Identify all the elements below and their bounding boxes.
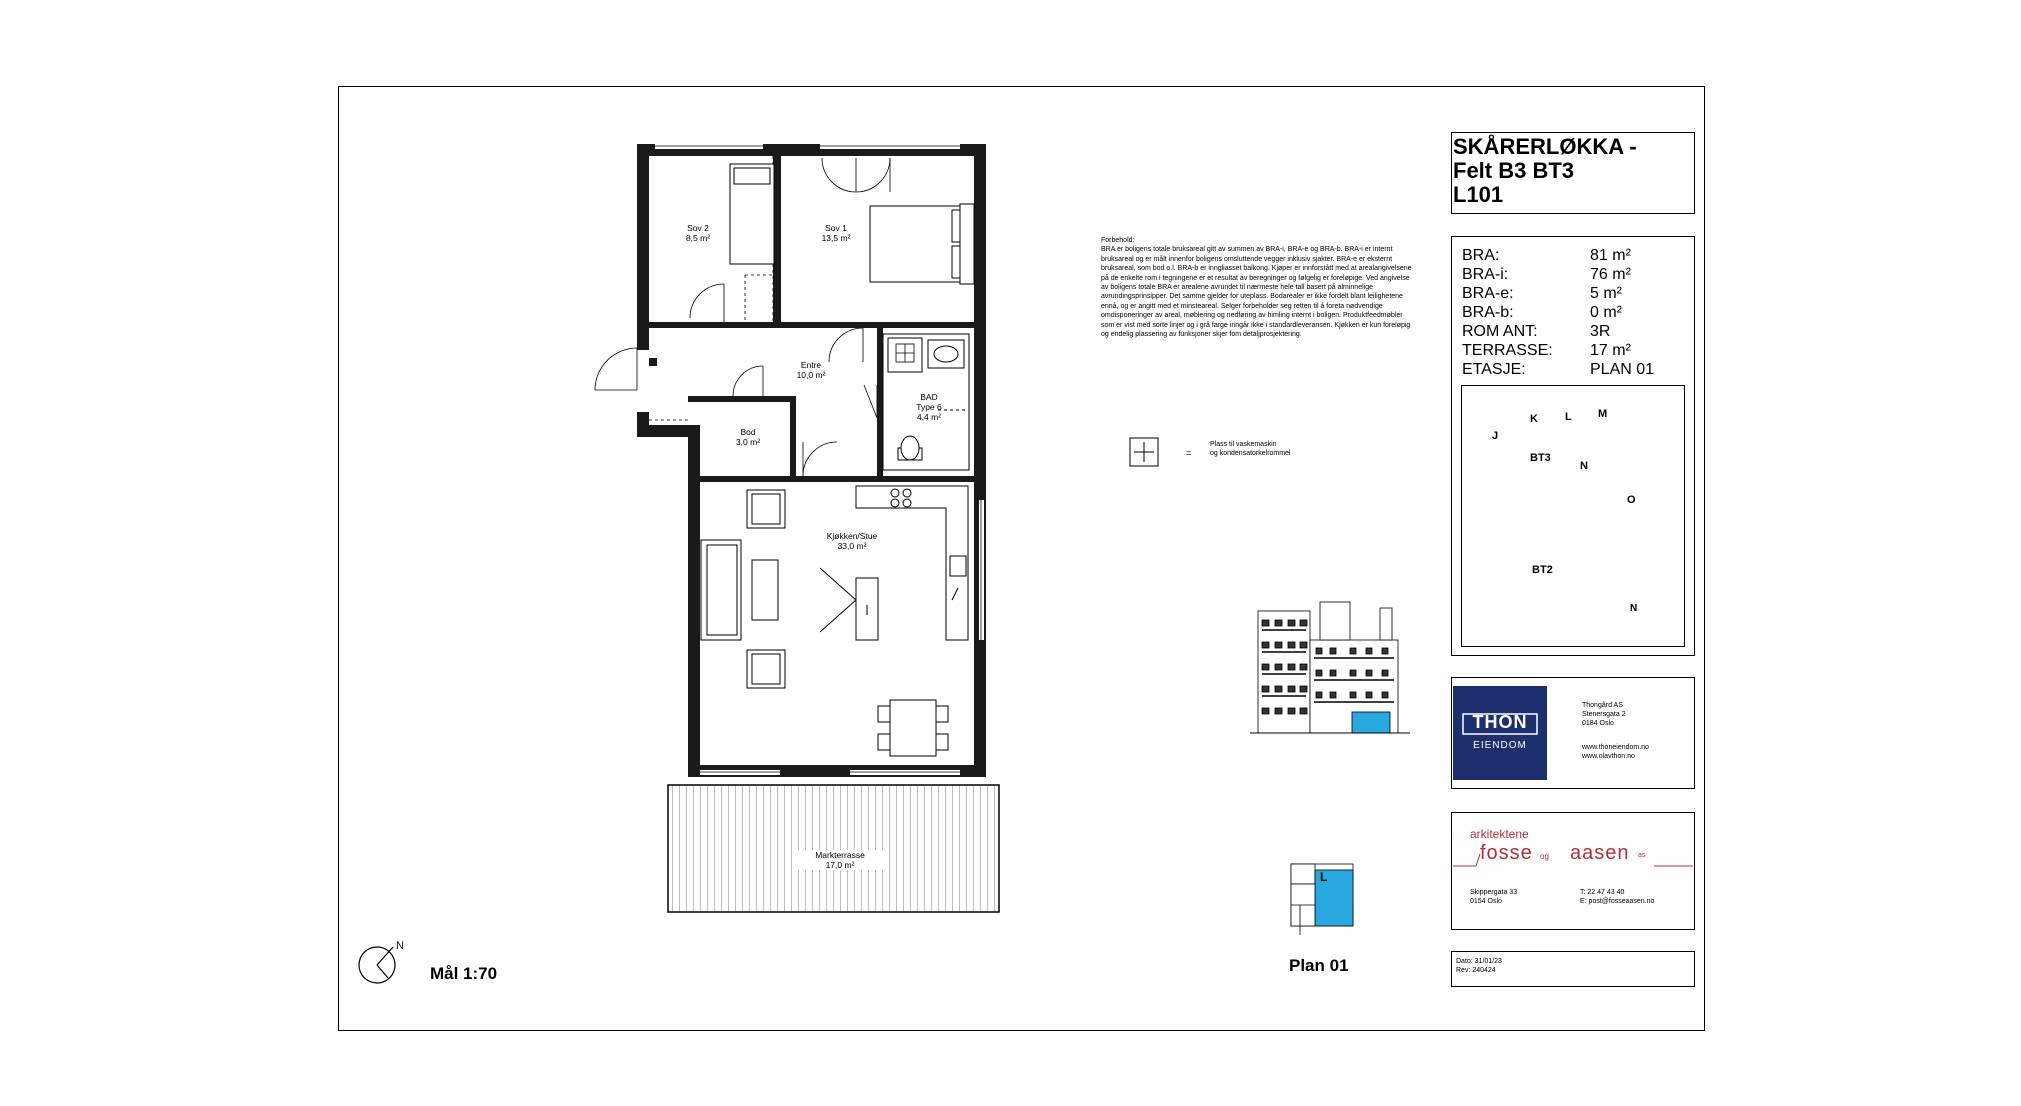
legend-equals: = (1186, 448, 1192, 458)
date-box (1451, 951, 1695, 987)
info-label-rom-ant: ROM ANT: (1462, 323, 1538, 340)
key-plan-label: L (1320, 870, 1328, 884)
room-label-entre: Entre 10,0 m² (796, 360, 826, 380)
plan-label: Plan 01 (1289, 956, 1349, 975)
info-value-etasje: PLAN 01 (1590, 361, 1655, 378)
company-box (1451, 677, 1695, 789)
site-label-bt2: BT2 (1532, 564, 1553, 576)
date-line: Dato: 31/01/23 (1456, 958, 1502, 965)
info-value-bra-b: 0 m² (1590, 304, 1622, 321)
revision-line: Rev: 240424 (1456, 967, 1496, 974)
info-value-bra-e: 5 m² (1590, 285, 1622, 302)
legend-text: Plass til vaskemaskin og kondensatorkelrommel (1210, 441, 1291, 457)
info-label-bra-i: BRA-i: (1462, 266, 1509, 283)
info-value-terrasse: 17 m² (1590, 342, 1631, 359)
kitchen-counter (856, 486, 968, 640)
title-line-1: SKÅRERLØKKA - (1453, 134, 1637, 159)
terrace-deck (668, 785, 999, 912)
site-label-bt3: BT3 (1530, 452, 1551, 464)
architect-name-1: fosse (1480, 842, 1533, 864)
room-label-markterrasse: Markterrasse 17,0 m² (795, 850, 885, 870)
north-arrow-icon (359, 947, 395, 983)
site-label-k: K (1530, 413, 1538, 425)
site-label-l: L (1565, 411, 1572, 423)
architect-amp: og (1540, 852, 1549, 861)
site-label-j: J (1492, 430, 1499, 442)
site-north-label: N (1630, 603, 1638, 614)
architect-address: Skippergata 33 0154 Oslo (1470, 889, 1518, 905)
washer-legend-symbol (1130, 438, 1158, 466)
scale-label: Mål 1:70 (430, 964, 498, 983)
title-line-2: Felt B3 BT3 (1453, 158, 1575, 183)
building-elevation (1250, 602, 1410, 733)
company-address: Thongård AS Stenersgata 2 0184 Oslo (1582, 702, 1626, 727)
notes-heading: Forbehold: (1101, 237, 1135, 244)
thon-logo-subtext: EIENDOM (1473, 740, 1527, 751)
room-label-bod: Bod 3,0 m² (735, 427, 761, 447)
windows (0, 0, 984, 775)
info-value-bra-i: 76 m² (1590, 266, 1631, 283)
architect-contact: T: 22 47 43 40 E: post@fosseaasen.no (1580, 889, 1655, 905)
disclaimer-notes (1101, 236, 1413, 339)
info-label-bra-b: BRA-b: (1462, 304, 1514, 321)
thon-logo-text: THON (1472, 712, 1528, 732)
info-label-bra: BRA: (1462, 247, 1500, 264)
info-value-bra: 81 m² (1590, 247, 1631, 264)
architect-name-2: aasen (1570, 842, 1630, 864)
sov2-bed (730, 164, 774, 264)
company-web: www.thoneiendom.no www.olavthon.no (1582, 744, 1649, 760)
site-label-n: N (1580, 460, 1588, 472)
north-label: N (396, 940, 404, 952)
title-block (1451, 132, 1695, 214)
site-map-frame (1461, 385, 1685, 647)
info-label-etasje: ETASJE: (1462, 361, 1526, 378)
architect-suffix: as (1638, 852, 1646, 859)
info-value-rom-ant: 3R (1590, 323, 1611, 340)
room-label-sov2: Sov 2 8,5 m² (685, 223, 711, 243)
site-label-o: O (1627, 494, 1636, 506)
living-furniture (701, 490, 948, 756)
room-label-sov1: Sov 1 13,5 m² (821, 223, 851, 243)
info-label-bra-e: BRA-e: (1462, 285, 1514, 302)
title-line-3: L101 (1453, 182, 1504, 207)
sov1-bed (870, 204, 974, 284)
info-panel (1451, 236, 1695, 656)
room-label-kjokken-stue: Kjøkken/Stue 33,0 m² (826, 531, 878, 551)
info-label-terrasse: TERRASSE: (1462, 342, 1553, 359)
notes-body: BRA er boligens totale bruksareal gitt av summen av BRA-i, BRA-e og BRA-b. BRA-i er internt bruksareal og er målt innenfor boligens omsluttende vegger inklusiv sjakter. BRA-e er eksternt bruksareal, som bod o.l. BRA-b er inngliasset balkong. Kjøper er innforstått med at arealangivelsene på de enkelte rom i tegningene er et resultat av beregninger og følgelig er foreløpige. Ved angivelse av boligens totale BRA er arealene avrundet til nærmeste hele tall basert på alminnelige avrundingsprinsipper. Det samme gjelder for uteplass. Bodarealer er ikke fordelt blant leilighetene ennå, og er angitt med et minsteareal. Selger forbeholder seg retten til å foreta nødvendige omdisponeringer av areal, møblering og nedføring av himling internt i boligen. Produktfeedmøbler som er vist med sorte linjer og i grå farge inngår ikke i standardleveransen. Kjøkken er kun foreløpig og endelig plassering av funksjoner skjer fom detaljprosjektering. (1101, 246, 1412, 339)
room-label-bad: BAD Type 6 4,4 m² (916, 392, 942, 422)
architect-top-text: arkitektene (1470, 827, 1529, 841)
site-label-m: M (1598, 408, 1608, 420)
